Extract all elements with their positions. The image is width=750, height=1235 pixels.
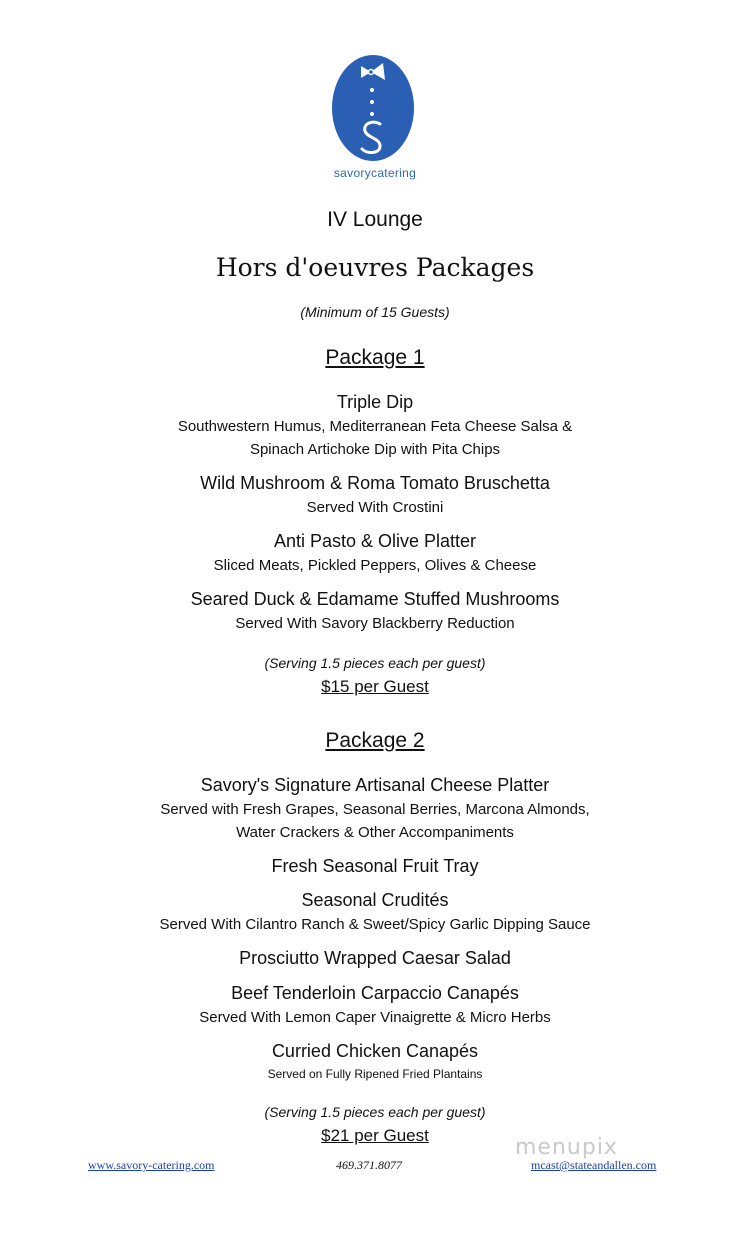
menu-item-name: Beef Tenderloin Carpaccio Canapés: [231, 983, 519, 1003]
menu-item-desc: Served on Fully Ripened Fried Plantains: [267, 1067, 483, 1081]
package-2-heading: Package 2: [325, 729, 425, 752]
savory-catering-logo: [325, 50, 425, 190]
page-title: Hors d'oeuvres Packages: [215, 253, 535, 282]
phone-number: 469.371.8077: [336, 1158, 402, 1172]
menu-item-desc: Served With Lemon Caper Vinaigrette & Micro Herbs: [199, 1009, 551, 1026]
menu-item-desc: Served With Crostini: [306, 499, 444, 516]
package-2-price: $21 per Guest: [321, 1126, 429, 1145]
website-link[interactable]: www.savory-catering.com: [88, 1158, 215, 1172]
menu-item-desc: Served with Fresh Grapes, Seasonal Berries, Marcona Almonds,: [160, 801, 590, 818]
menu-item-desc: Served With Savory Blackberry Reduction: [235, 615, 515, 632]
menu-item-name: Fresh Seasonal Fruit Tray: [271, 856, 479, 876]
venue-title: IV Lounge: [327, 208, 423, 231]
menu-item-desc: Served With Cilantro Ranch & Sweet/Spicy Garlic Dipping Sauce: [159, 916, 591, 933]
menu-item-name: Seasonal Crudités: [301, 890, 449, 910]
menu-item-name: Anti Pasto & Olive Platter: [273, 531, 477, 551]
menu-item-desc: Spinach Artichoke Dip with Pita Chips: [249, 441, 501, 458]
menu-item-name: Seared Duck & Edamame Stuffed Mushrooms: [190, 589, 560, 609]
minimum-guests-note: (Minimum of 15 Guests): [300, 304, 450, 320]
serving-note: (Serving 1.5 pieces each per guest): [264, 655, 486, 671]
menupix-watermark: menupix: [515, 1135, 618, 1160]
menu-item-name: Prosciutto Wrapped Caesar Salad: [239, 948, 511, 968]
menu-item-name: Curried Chicken Canapés: [271, 1041, 479, 1061]
menu-item-name: Wild Mushroom & Roma Tomato Bruschetta: [200, 473, 550, 493]
menu-item-desc: Water Crackers & Other Accompaniments: [236, 824, 514, 841]
package-1-heading: Package 1: [325, 346, 425, 369]
menu-item-name: Triple Dip: [336, 392, 414, 412]
menu-item-desc: Southwestern Humus, Mediterranean Feta Cheese Salsa &: [177, 418, 573, 435]
menu-item-desc: Sliced Meats, Pickled Peppers, Olives & Cheese: [213, 557, 537, 574]
logo-emblem-icon: [325, 50, 425, 165]
serving-note: (Serving 1.5 pieces each per guest): [264, 1104, 486, 1120]
logo-brand-text: savorycatering: [333, 166, 417, 180]
menu-item-name: Savory's Signature Artisanal Cheese Platter: [200, 775, 550, 795]
email-link[interactable]: mcast@stateandallen.com: [531, 1158, 657, 1172]
package-1-price: $15 per Guest: [321, 677, 429, 696]
